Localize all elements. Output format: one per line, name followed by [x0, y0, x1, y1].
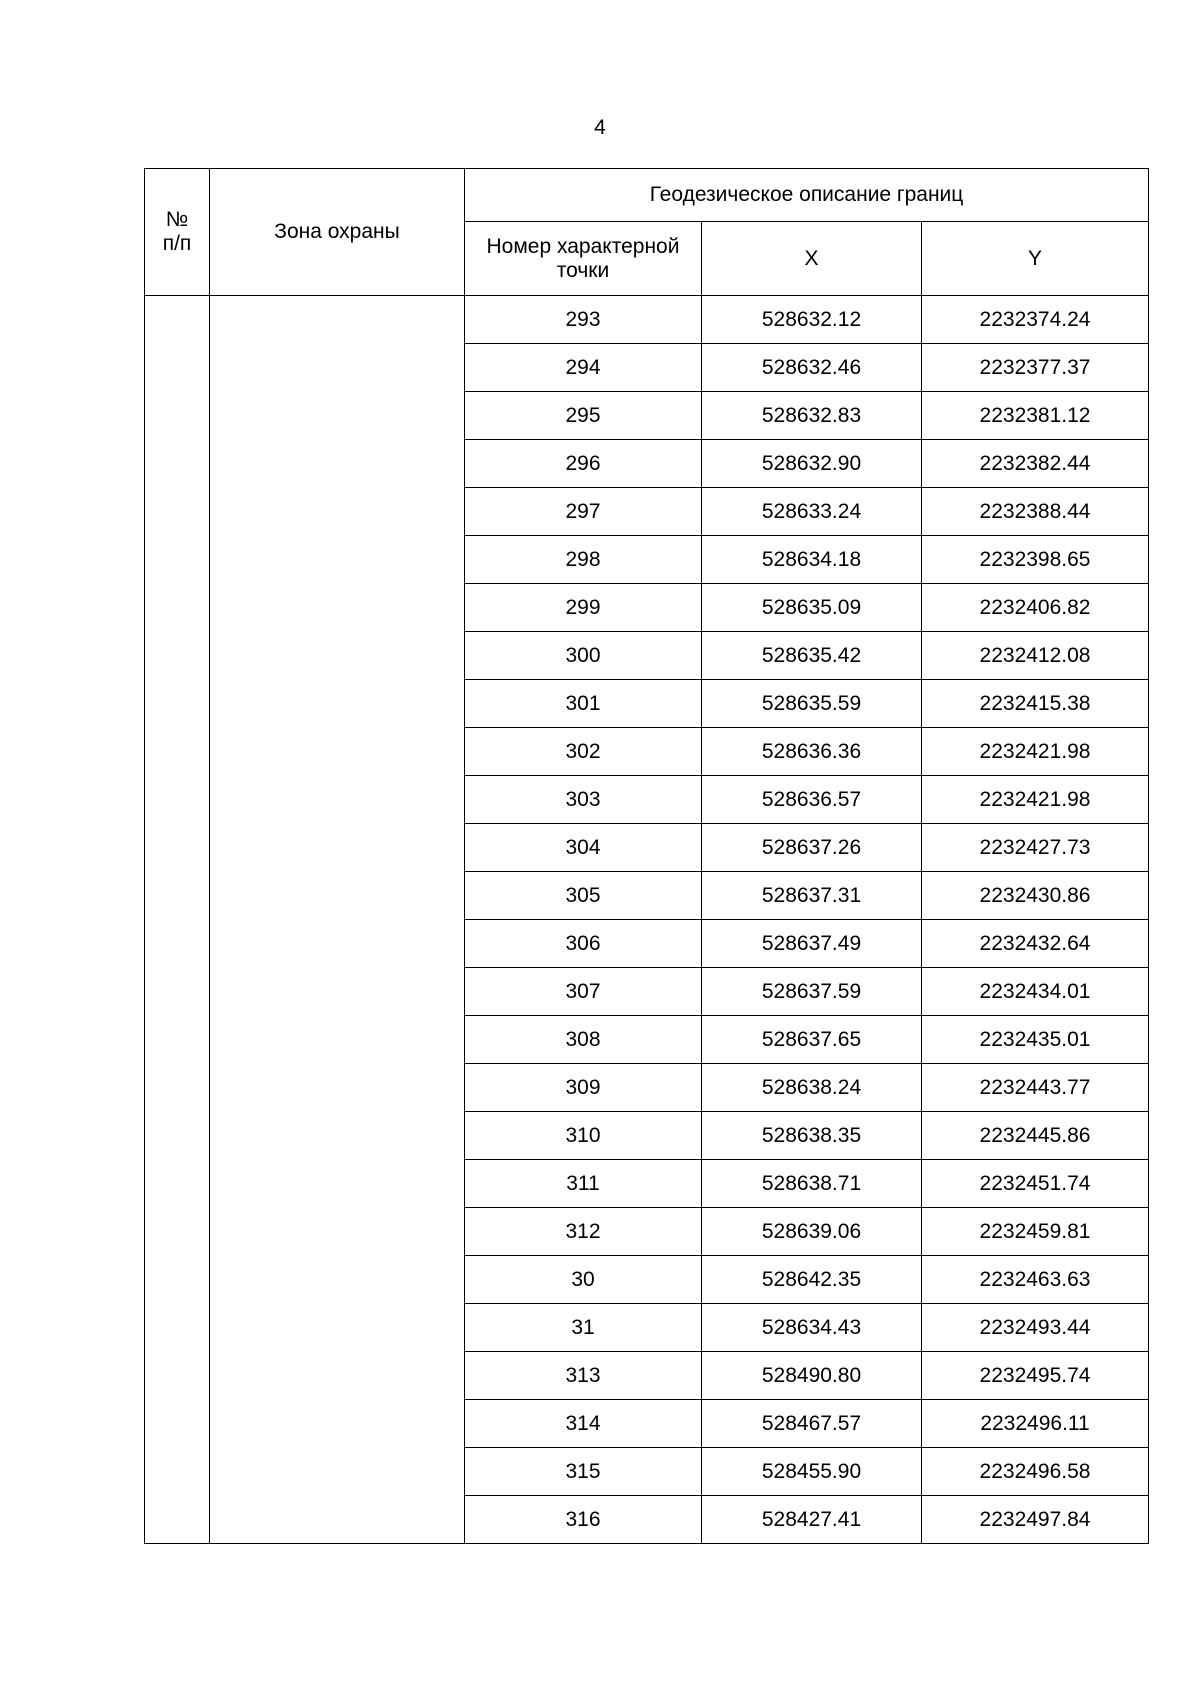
- x-coordinate-cell: 528636.57: [702, 776, 922, 824]
- x-coordinate-cell: 528635.59: [702, 680, 922, 728]
- point-number-cell: 302: [465, 728, 702, 776]
- x-coordinate-cell: 528427.41: [702, 1496, 922, 1544]
- table-body: [145, 296, 1149, 1544]
- x-coordinate-cell: 528635.09: [702, 584, 922, 632]
- x-coordinate-cell: 528633.24: [702, 488, 922, 536]
- boundary-coordinates-table: [144, 168, 1149, 1544]
- y-coordinate-cell: 2232415.38: [922, 680, 1149, 728]
- y-coordinate-cell: 2232430.86: [922, 872, 1149, 920]
- point-number-cell: 313: [465, 1352, 702, 1400]
- x-coordinate-cell: 528632.46: [702, 344, 922, 392]
- y-coordinate-cell: 2232463.63: [922, 1256, 1149, 1304]
- header-x: X: [702, 222, 922, 296]
- point-number-cell: 312: [465, 1208, 702, 1256]
- y-coordinate-cell: 2232421.98: [922, 776, 1149, 824]
- x-coordinate-cell: 528632.83: [702, 392, 922, 440]
- point-number-cell: 301: [465, 680, 702, 728]
- x-coordinate-cell: 528638.35: [702, 1112, 922, 1160]
- y-coordinate-cell: 2232496.11: [922, 1400, 1149, 1448]
- x-coordinate-cell: 528639.06: [702, 1208, 922, 1256]
- point-number-cell: 305: [465, 872, 702, 920]
- y-coordinate-cell: 2232445.86: [922, 1112, 1149, 1160]
- x-coordinate-cell: 528637.49: [702, 920, 922, 968]
- point-number-cell: 308: [465, 1016, 702, 1064]
- y-coordinate-cell: 2232434.01: [922, 968, 1149, 1016]
- page-number: 4: [594, 116, 606, 139]
- x-coordinate-cell: 528634.18: [702, 536, 922, 584]
- header-protection-zone: Зона охраны: [210, 169, 465, 296]
- y-coordinate-cell: 2232381.12: [922, 392, 1149, 440]
- point-number-cell: 304: [465, 824, 702, 872]
- header-number-sign: №: [165, 208, 189, 231]
- point-number-cell: 316: [465, 1496, 702, 1544]
- point-number-cell: 296: [465, 440, 702, 488]
- point-number-cell: 300: [465, 632, 702, 680]
- x-coordinate-cell: 528638.71: [702, 1160, 922, 1208]
- protection-zone-cell: [210, 296, 465, 1544]
- y-coordinate-cell: 2232497.84: [922, 1496, 1149, 1544]
- point-number-cell: 293: [465, 296, 702, 344]
- point-number-cell: 295: [465, 392, 702, 440]
- point-number-cell: 297: [465, 488, 702, 536]
- y-coordinate-cell: 2232421.98: [922, 728, 1149, 776]
- header-row-number: [145, 169, 210, 296]
- point-number-cell: 31: [465, 1304, 702, 1352]
- point-number-cell: 30: [465, 1256, 702, 1304]
- table-row: [145, 296, 1149, 344]
- x-coordinate-cell: 528634.43: [702, 1304, 922, 1352]
- x-coordinate-cell: 528637.26: [702, 824, 922, 872]
- header-geodesic-description: Геодезическое описание границ: [465, 169, 1149, 222]
- point-number-cell: 294: [465, 344, 702, 392]
- y-coordinate-cell: 2232406.82: [922, 584, 1149, 632]
- y-coordinate-cell: 2232412.08: [922, 632, 1149, 680]
- y-coordinate-cell: 2232493.44: [922, 1304, 1149, 1352]
- header-point-line2: точки: [556, 258, 610, 282]
- x-coordinate-cell: 528637.31: [702, 872, 922, 920]
- point-number-cell: 298: [465, 536, 702, 584]
- x-coordinate-cell: 528632.90: [702, 440, 922, 488]
- point-number-cell: 309: [465, 1064, 702, 1112]
- point-number-cell: 303: [465, 776, 702, 824]
- x-coordinate-cell: 528642.35: [702, 1256, 922, 1304]
- x-coordinate-cell: 528455.90: [702, 1448, 922, 1496]
- x-coordinate-cell: 528635.42: [702, 632, 922, 680]
- x-coordinate-cell: 528637.59: [702, 968, 922, 1016]
- row-number-cell: [145, 296, 210, 1544]
- y-coordinate-cell: 2232495.74: [922, 1352, 1149, 1400]
- point-number-cell: 307: [465, 968, 702, 1016]
- header-number-abbr: п/п: [162, 232, 192, 255]
- x-coordinate-cell: 528638.24: [702, 1064, 922, 1112]
- y-coordinate-cell: 2232398.65: [922, 536, 1149, 584]
- y-coordinate-cell: 2232451.74: [922, 1160, 1149, 1208]
- point-number-cell: 310: [465, 1112, 702, 1160]
- header-point-line1: Номер характерной: [486, 234, 680, 258]
- y-coordinate-cell: 2232374.24: [922, 296, 1149, 344]
- y-coordinate-cell: 2232382.44: [922, 440, 1149, 488]
- y-coordinate-cell: 2232388.44: [922, 488, 1149, 536]
- point-number-cell: 315: [465, 1448, 702, 1496]
- y-coordinate-cell: 2232377.37: [922, 344, 1149, 392]
- x-coordinate-cell: 528632.12: [702, 296, 922, 344]
- header-point-number: [465, 222, 702, 296]
- x-coordinate-cell: 528636.36: [702, 728, 922, 776]
- x-coordinate-cell: 528490.80: [702, 1352, 922, 1400]
- point-number-cell: 314: [465, 1400, 702, 1448]
- y-coordinate-cell: 2232435.01: [922, 1016, 1149, 1064]
- y-coordinate-cell: 2232459.81: [922, 1208, 1149, 1256]
- y-coordinate-cell: 2232432.64: [922, 920, 1149, 968]
- header-y: Y: [922, 222, 1149, 296]
- point-number-cell: 299: [465, 584, 702, 632]
- point-number-cell: 306: [465, 920, 702, 968]
- point-number-cell: 311: [465, 1160, 702, 1208]
- y-coordinate-cell: 2232496.58: [922, 1448, 1149, 1496]
- y-coordinate-cell: 2232427.73: [922, 824, 1149, 872]
- x-coordinate-cell: 528637.65: [702, 1016, 922, 1064]
- y-coordinate-cell: 2232443.77: [922, 1064, 1149, 1112]
- x-coordinate-cell: 528467.57: [702, 1400, 922, 1448]
